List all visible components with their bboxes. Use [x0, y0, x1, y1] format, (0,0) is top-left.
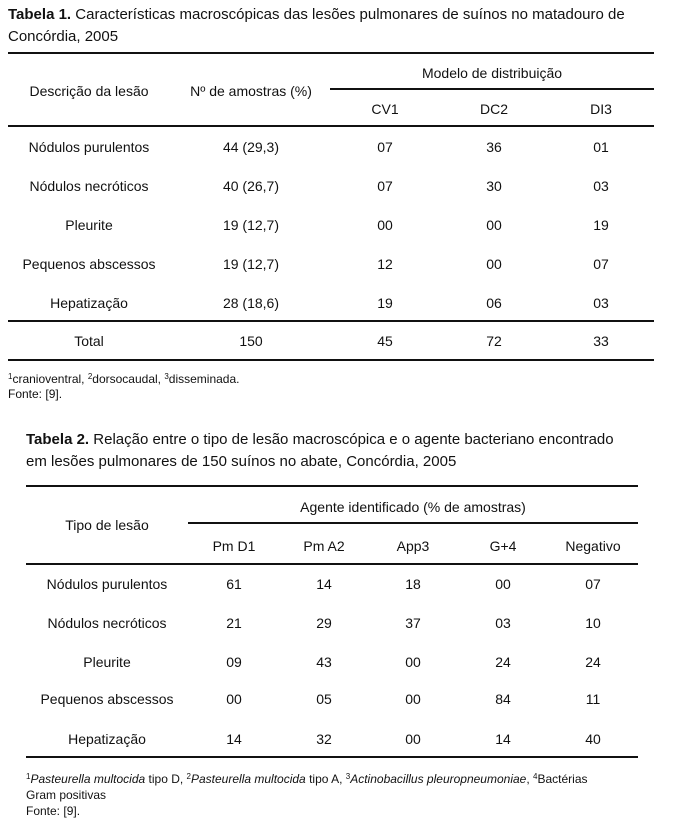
table2-row2-gram: 03	[495, 615, 511, 631]
table1-row3-lesion: Pleurite	[65, 217, 113, 233]
table1-row4-lesion: Pequenos abscessos	[22, 256, 156, 272]
table1-group-rule	[330, 88, 654, 90]
table2-row2-negative: 10	[585, 615, 601, 631]
table1-row2-lesion: Nódulos necróticos	[29, 178, 149, 194]
table1-caption	[8, 4, 683, 48]
table2-row1-app: 18	[405, 576, 421, 592]
table2-row4-lesion: Pequenos abscessos	[40, 691, 174, 707]
table2-row4-pma: 05	[316, 691, 332, 707]
table1-row5-lesion: Hepatização	[50, 295, 128, 311]
table2-row3-pmd: 09	[226, 654, 242, 670]
table2-header-negative: Negativo	[565, 538, 621, 554]
table1-top-rule	[8, 52, 654, 54]
table1-total-rule	[8, 320, 654, 322]
table2-bottom-rule	[26, 756, 638, 758]
table1-row2-dc: 30	[486, 178, 502, 194]
table1-total-di: 33	[593, 333, 609, 349]
table2-group-rule	[188, 522, 638, 524]
table2-footnote: $^1$Pasteurella multocida tipo D, $^2$Pasteurella multocida tipo A, $^3$Actinobacillus pleuropneumoniae, $^4$Bactérias	[26, 772, 588, 786]
table2-row3-gram: 24	[495, 654, 511, 670]
table1-caption-label: Tabela 1.	[8, 6, 72, 23]
table2-header-gram: G+4	[489, 538, 517, 554]
table1-row2-cv: 07	[377, 178, 393, 194]
table1-row1-di: 01	[593, 139, 609, 155]
table2-header-lesion-type: Tipo de lesão	[65, 517, 149, 533]
table1-row4-dc: 00	[486, 256, 502, 272]
table2-row5-negative: 40	[585, 731, 601, 747]
table2-row5-gram: 14	[495, 731, 511, 747]
table2-row5-pma: 32	[316, 731, 332, 747]
table2-source: Fonte: [9].	[26, 804, 81, 818]
table1-header-distribution-model: Modelo de distribuição	[421, 65, 563, 81]
table2-row5-pmd: 14	[226, 731, 242, 747]
table1-total-label: Total	[74, 333, 104, 349]
table2-row4-app: 00	[405, 691, 421, 707]
table2-header-pma: Pm A2	[303, 538, 345, 554]
table1-caption-line2: Concórdia, 2005	[8, 28, 119, 45]
table1-bottom-rule	[8, 359, 654, 361]
table1-row2-di: 03	[593, 178, 609, 194]
table2-row5-lesion: Hepatização	[68, 731, 146, 747]
table1-total-samples: 150	[239, 333, 263, 349]
table1-header-rule	[8, 125, 654, 127]
table2-row3-pma: 43	[316, 654, 332, 670]
table1-footnote: $^1$cranioventral, $^2$dorsocaudal, $^3$disseminada.	[8, 372, 240, 386]
table2-footnote-line2: Gram positivas	[26, 788, 107, 802]
table1-row3-dc: 00	[486, 217, 502, 233]
table1-total-cv: 45	[377, 333, 393, 349]
table1-row3-cv: 00	[377, 217, 393, 233]
table2-row4-negative: 11	[585, 691, 601, 707]
table2-row1-pmd: 61	[226, 576, 242, 592]
table1-row1-cv: 07	[377, 139, 393, 155]
table2-row3-app: 00	[405, 654, 421, 670]
table2-row1-negative: 07	[585, 576, 601, 592]
table1-row4-cv: 12	[377, 256, 393, 272]
table2-row1-lesion: Nódulos purulentos	[46, 576, 168, 592]
table2-row3-negative: 24	[585, 654, 601, 670]
table1-row1-dc: 36	[486, 139, 502, 155]
table2-caption	[26, 429, 676, 473]
table2-caption-line1: Tabela 2. Relação entre o tipo de lesão macroscópica e o agente bacteriano encontrado	[26, 431, 614, 448]
table2-row4-gram: 84	[495, 691, 511, 707]
table1-row4-di: 07	[593, 256, 609, 272]
table2-row2-pma: 29	[316, 615, 332, 631]
table1-row1-lesion: Nódulos purulentos	[28, 139, 150, 155]
table2-row3-lesion: Pleurite	[83, 654, 131, 670]
table1-row5-cv: 19	[377, 295, 393, 311]
table1-header-cv: CV1	[371, 101, 399, 117]
table1-row5-samples: 28 (18,6)	[222, 295, 280, 311]
table2-header-app: App3	[396, 538, 430, 554]
table1-header-di: DI3	[590, 101, 612, 117]
table1-row2-samples: 40 (26,7)	[222, 178, 280, 194]
table2-header-pmd: Pm D1	[212, 538, 256, 554]
table2-row4-pmd: 00	[226, 691, 242, 707]
table1-total-dc: 72	[486, 333, 502, 349]
table2-row2-pmd: 21	[226, 615, 242, 631]
table1-source: Fonte: [9].	[8, 387, 63, 401]
table2-row5-app: 00	[405, 731, 421, 747]
table2-row2-lesion: Nódulos necróticos	[47, 615, 167, 631]
table1-row4-samples: 19 (12,7)	[222, 256, 280, 272]
table2-header-rule	[26, 563, 638, 565]
table1-row5-dc: 06	[486, 295, 502, 311]
table1-row3-di: 19	[593, 217, 609, 233]
table1-row5-di: 03	[593, 295, 609, 311]
table2-top-rule	[26, 485, 638, 487]
table1-header-dc: DC2	[479, 101, 508, 117]
table2-row1-gram: 00	[495, 576, 511, 592]
table2-caption-label: Tabela 2.	[26, 431, 90, 448]
table1-row1-samples: 44 (29,3)	[222, 139, 280, 155]
table1-header-description: Descrição da lesão	[29, 83, 149, 99]
table2-row1-pma: 14	[316, 576, 332, 592]
table2-header-agent: Agente identificado (% de amostras)	[300, 499, 526, 515]
table2-row2-app: 37	[405, 615, 421, 631]
table1-header-samples: Nº de amostras (%)	[190, 83, 312, 99]
table2-caption-line2: em lesões pulmonares de 150 suínos no abate, Concórdia, 2005	[26, 453, 457, 470]
table1-row3-samples: 19 (12,7)	[222, 217, 280, 233]
table1-caption-line1: Tabela 1. Características macroscópicas das lesões pulmonares de suínos no matadouro de	[8, 6, 625, 23]
